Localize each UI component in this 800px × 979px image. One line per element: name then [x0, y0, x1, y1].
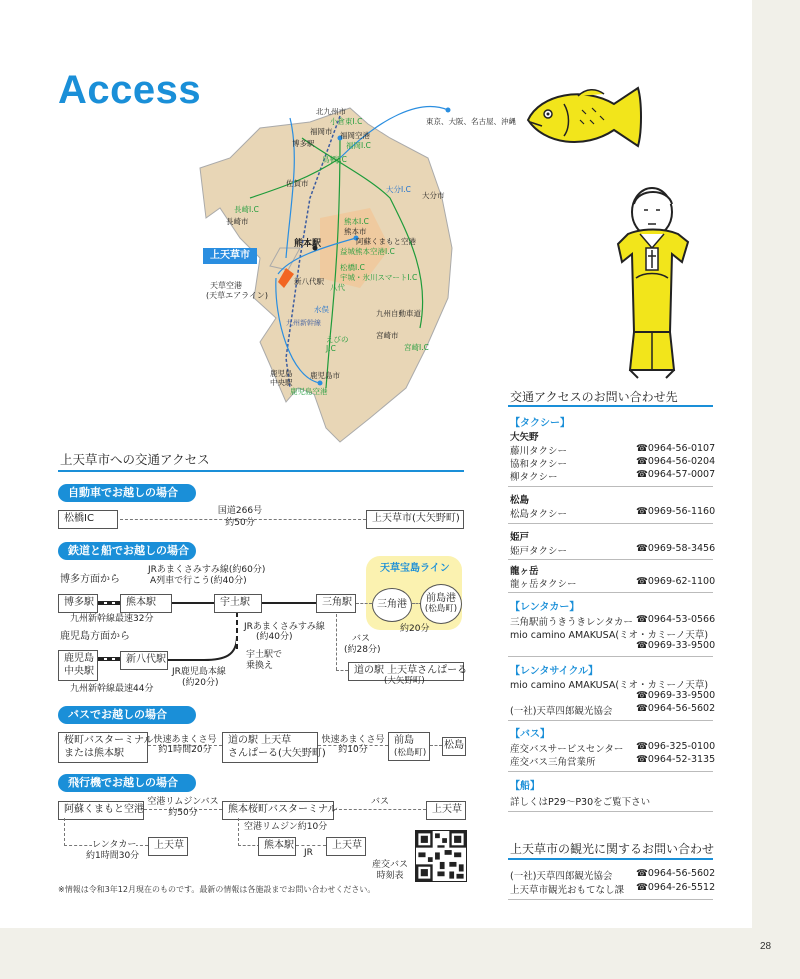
ferry-label: 天草宝島ライン — [380, 563, 450, 574]
jr-line-1 — [172, 602, 214, 604]
taxi-1-phone[interactable]: ☎0964-56-0107 — [636, 443, 716, 454]
plane-jr-line — [296, 845, 326, 846]
amakusa-shiro-illustration — [612, 182, 702, 382]
map-label-hakata: 博多駅 — [292, 139, 315, 148]
taxi-2-phone[interactable]: ☎0964-56-0204 — [636, 456, 716, 467]
maejima-port-town: (松島町) — [424, 603, 458, 614]
plane-pill: 飛行機でお越しの場合 — [58, 774, 196, 792]
jr-misumi-line — [236, 612, 238, 652]
rail-jr-misumi-time: (約40分) — [256, 632, 293, 642]
bus-matsushima-box: 松島 — [442, 737, 466, 756]
bus-link-h — [336, 670, 348, 671]
bus-from-box — [58, 732, 154, 763]
taxi-6-name: 龍ヶ岳タクシー — [510, 579, 577, 590]
divider — [508, 592, 713, 593]
map-label-minamata: 水俣 — [314, 305, 329, 314]
bus-rapid1-time: 約1時間20分 — [158, 745, 212, 755]
cycle-category: 【レンタサイクル】 — [510, 666, 599, 677]
rail-jr-kagoshima: JR鹿児島本線 — [172, 667, 226, 677]
rail-from-hakata: 博多方面から — [60, 574, 120, 585]
map-label-kagoshima-airport: 鹿児島空港 — [290, 387, 328, 396]
plane-kumamoto-box: 熊本駅 — [258, 837, 296, 856]
map-label-mashiki: 益城熊本空港I.C — [340, 247, 395, 256]
divider — [508, 523, 713, 524]
kyushu-map — [190, 98, 516, 448]
map-label-saga: 佐賀市 — [286, 179, 309, 188]
rail-bus-time: (約28分) — [344, 645, 381, 655]
rent-1-name: 三角駅前うきうきレンタカー — [510, 617, 633, 628]
rent-1-phone[interactable]: ☎0964-53-0566 — [636, 614, 716, 625]
ferry-time: 約20分 — [400, 624, 430, 634]
misumi-port-link — [356, 603, 372, 604]
qr-caption-2: 時刻表 — [376, 871, 404, 881]
rail-shinkansen2: 九州新幹線最速44分 — [70, 684, 154, 694]
rail-maejima-port — [420, 584, 462, 624]
map-label-kyushu-expressway: 九州自動車道 — [376, 309, 421, 318]
jr-line-2 — [262, 602, 316, 604]
taxi-area-oyano: 大矢野 — [510, 432, 539, 443]
bus-mid-1: 道の駅 上天草 — [228, 735, 292, 746]
plane-limo2-h — [238, 845, 260, 846]
rail-shinkansen1: 九州新幹線最速32分 — [70, 614, 154, 624]
bus-pill: バスでお越しの場合 — [58, 706, 196, 724]
cycle-1-name: mio camino AMAKUSA(ミオ・カミーノ天草) — [510, 680, 709, 691]
map-label-uki: 宇城・氷川スマートI.C — [340, 273, 418, 282]
rail-misumi-box: 三角駅 — [316, 594, 356, 613]
maejima-port-name: 前島港 — [426, 593, 456, 605]
taxi-6-phone[interactable]: ☎0969-62-1100 — [636, 576, 716, 587]
cycle-1-phone[interactable]: ☎0969-33-9500 — [636, 690, 716, 701]
bus-from-1: 桜町バスターミナル — [64, 735, 154, 746]
plane-bus-line — [334, 809, 426, 810]
divider — [508, 811, 713, 812]
map-label-fukuoka-city: 福岡市 — [310, 127, 333, 136]
map-label-kagoshima-chuo-2: 中央駅 — [270, 378, 293, 387]
rail-transfer1: 宇土駅で — [246, 650, 283, 660]
rail-jr-top2: A列車で行こう(約40分) — [150, 576, 247, 586]
map-label-oita-ic: 大分I.C — [386, 185, 411, 194]
car-route: 国道266号 — [180, 506, 300, 518]
info-note: ※情報は令和3年12月現在のものです。最新の情報は各施設までお問い合わせください。 — [58, 885, 376, 894]
map-label-nagasaki: 長崎市 — [226, 217, 249, 226]
rail-uto-box: 宇土駅 — [214, 594, 262, 613]
rail-from-kagoshima: 鹿児島方面から — [60, 631, 130, 642]
divider — [508, 559, 713, 560]
taxi-4-phone[interactable]: ☎0969-56-1160 — [636, 506, 716, 517]
bus-rapid2-time: 約10分 — [338, 745, 368, 755]
plane-sakuramachi-box: 熊本桜町バスターミナル — [222, 801, 334, 820]
tour-2-name: 上天草市観光おもてなし課 — [510, 885, 625, 896]
kagoshima-name-2: 中央駅 — [64, 665, 94, 677]
kagoshima-name: 鹿児島 — [64, 653, 94, 664]
rent-2-phone[interactable]: ☎0969-33-9500 — [636, 640, 716, 651]
rail-michinoeki-box: 道の駅 上天草さんぱーる — [348, 662, 464, 681]
plane-limo1-time: 約50分 — [168, 808, 198, 818]
divider — [508, 720, 713, 721]
rail-jr-misumi: JRあまくさみすみ線 — [244, 622, 325, 632]
cycle-2-name: (一社)天草四郎観光協会 — [510, 706, 613, 717]
rail-pill: 鉄道と船でお越しの場合 — [58, 542, 196, 560]
bus-mid-2: さんぱーる(大矢野町) — [228, 747, 326, 759]
bus-2-phone[interactable]: ☎0964-52-3135 — [636, 754, 716, 765]
tour-1-phone[interactable]: ☎0964-56-5602 — [636, 868, 716, 879]
rail-shinyatsushiro-box: 新八代駅 — [120, 651, 168, 670]
map-label-kumamoto-ic: 熊本I.C — [344, 217, 369, 226]
map-label-yatsushiro: 八代 — [330, 283, 345, 292]
taxi-5-phone[interactable]: ☎0969-58-3456 — [636, 543, 716, 554]
map-label-nagasaki-ic: 長崎I.C — [234, 205, 259, 214]
plane-bus: バス — [370, 797, 389, 807]
map-label-miyazaki-ic: 宮崎I.C — [404, 343, 429, 352]
bus-1-phone[interactable]: ☎096-325-0100 — [636, 741, 716, 752]
map-label-fukuoka-ic: 福岡I.C — [346, 141, 371, 150]
rail-hakata-box: 博多駅 — [58, 594, 98, 613]
page-number: 28 — [760, 941, 772, 952]
jr-curve — [164, 606, 244, 666]
bus-from-2: または熊本駅 — [64, 747, 124, 759]
map-label-tokyo: 東京、大阪、名古屋、沖縄 — [426, 117, 516, 126]
taxi-area-ryugatake: 龍ヶ岳 — [510, 566, 539, 577]
rental-category: 【レンタカー】 — [510, 602, 580, 613]
plane-amakusa-1: 上天草 — [426, 801, 466, 820]
qr-code[interactable] — [415, 830, 467, 882]
plane-limo2: 空港リムジン約10分 — [244, 822, 328, 832]
map-label-kokura: 小倉東I.C — [330, 117, 363, 126]
tourism-header: 上天草市の観光に関するお問い合わせ — [510, 842, 715, 856]
rail-michinoeki-town: (大矢野町) — [384, 676, 425, 686]
map-label-oita-city: 大分市 — [422, 191, 445, 200]
car-pill: 自動車でお越しの場合 — [58, 484, 196, 502]
tour-2-phone[interactable]: ☎0964-26-5512 — [636, 882, 716, 893]
map-label-kagoshima-chuo: 鹿児島 — [270, 369, 293, 378]
bus-category: 【バス】 — [510, 729, 550, 740]
map-label-shinyatsushiro: 新八代駅 — [294, 277, 324, 286]
plane-amakusa-2: 上天草 — [326, 837, 366, 856]
rail-kagoshima-box — [58, 650, 98, 681]
rail-transfer2: 乗換え — [246, 661, 274, 671]
ship-1-text: 詳しくはP29〜P30をご覧下さい — [510, 797, 651, 808]
shinkansen-line-2 — [98, 657, 120, 661]
rail-misumi-port: 三角港 — [372, 588, 412, 622]
map-label-kumamoto-st: 熊本駅 — [294, 239, 322, 249]
tourism-rule — [508, 858, 713, 860]
contacts-rule — [508, 405, 713, 407]
map-label-tosu: 鳥栖J.C — [322, 155, 347, 164]
map-label-miyazaki-city: 宮崎市 — [376, 331, 399, 340]
bus-1-name: 産交バスサービスセンター — [510, 744, 624, 755]
shinkansen-line-1 — [98, 601, 120, 605]
map-label-kumamoto-airport: 阿蘇くまもと空港 — [356, 237, 416, 246]
taxi-5-name: 姫戸タクシー — [510, 546, 568, 557]
bus-mid-box — [222, 732, 326, 763]
car-time: 約50分 — [225, 518, 255, 528]
car-from-box: 松橋IC — [58, 510, 118, 529]
plane-rental-time: 約1時間30分 — [86, 851, 140, 861]
plane-limo1: 空港リムジンバス — [147, 797, 219, 807]
taxi-1-name: 藤川タクシー — [510, 446, 568, 457]
map-label-kumamoto-city: 熊本市 — [344, 227, 367, 236]
contacts-header: 交通アクセスのお問い合わせ先 — [510, 390, 678, 404]
access-header: 上天草市への交通アクセス — [60, 452, 210, 467]
map-label-shinkansen: 九州新幹線 — [286, 319, 321, 327]
divider — [508, 771, 713, 772]
bus-line-3 — [430, 745, 442, 746]
qr-caption-1: 産交バス — [371, 860, 408, 870]
bus-rapid1: 快速あまくさ号 — [153, 735, 217, 745]
map-label-matsubashi: 松橋I.C — [340, 263, 365, 272]
cycle-2-phone[interactable]: ☎0964-56-5602 — [636, 703, 716, 714]
plane-rental-v — [64, 818, 65, 846]
map-label-ebino: えびの — [326, 335, 349, 344]
bus-maejima-2: (松島町) — [394, 747, 427, 758]
fish-illustration — [520, 80, 660, 160]
divider — [508, 486, 713, 487]
taxi-3-phone[interactable]: ☎0964-57-0007 — [636, 469, 716, 480]
plane-jr: JR — [304, 848, 313, 858]
page-title: Access — [58, 68, 202, 112]
plane-amakusa-3: 上天草 — [148, 837, 188, 856]
taxi-area-himedo: 姫戸 — [510, 532, 530, 543]
taxi-area-matsushima: 松島 — [510, 495, 530, 506]
map-label-amakusa-airline: (天草エアライン) — [206, 291, 269, 300]
rail-jr-top1: JRあまくさみすみ線(約60分) — [148, 565, 266, 575]
taxi-3-name: 柳タクシー — [510, 472, 558, 483]
map-label-amakusa-city: 上天草市 — [203, 248, 257, 264]
taxi-category: 【タクシー】 — [510, 418, 570, 429]
ship-category: 【船】 — [510, 781, 540, 792]
plane-limo2-v — [238, 818, 239, 846]
map-label-kitakyushu: 北九州市 — [316, 107, 346, 116]
bus-link-v — [336, 614, 337, 670]
bus-2-name: 産交バス三角営業所 — [510, 757, 596, 768]
divider — [508, 899, 713, 900]
tour-1-name: (一社)天草四郎観光協会 — [510, 871, 613, 882]
rail-bus: バス — [352, 634, 371, 644]
map-label-amakusa-airport: 天草空港 — [210, 281, 242, 290]
map-label-ebino-jc: J.C — [326, 344, 336, 353]
bus-maejima: 前島 — [394, 735, 414, 746]
rail-kumamoto-box: 熊本駅 — [120, 594, 172, 613]
bus-maejima-box — [388, 732, 430, 761]
plane-airport-box: 阿蘇くまもと空港 — [58, 801, 144, 820]
access-header-rule — [58, 470, 464, 472]
map-label-fukuoka-airport: 福岡空港 — [340, 131, 370, 140]
divider — [508, 656, 713, 657]
map-label-kagoshima-city: 鹿児島市 — [310, 371, 340, 380]
bus-rapid2: 快速あまくさ号 — [321, 735, 385, 745]
rent-2-name: mio camino AMAKUSA(ミオ・カミーノ天草) — [510, 630, 709, 641]
taxi-4-name: 松島タクシー — [510, 509, 568, 520]
taxi-2-name: 協和タクシー — [510, 459, 568, 470]
car-to-box: 上天草市(大矢野町) — [366, 510, 464, 529]
rail-jr-kagoshima-time: (約20分) — [182, 678, 219, 688]
plane-rental: レンタカー — [92, 840, 137, 850]
